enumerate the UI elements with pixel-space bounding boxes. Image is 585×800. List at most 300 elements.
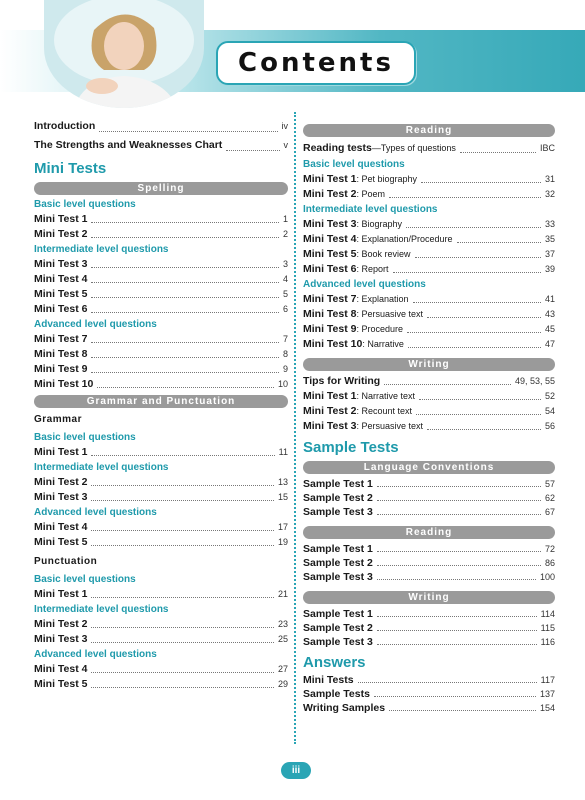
level-heading: Basic level questions — [34, 432, 136, 443]
toc-entry-title: Mini Test 1 — [303, 390, 357, 402]
entry-list — [34, 475, 288, 505]
toc-entry-label — [303, 307, 423, 322]
dot-leader — [91, 342, 279, 343]
toc-entry-label — [34, 475, 87, 490]
toc-entry-page: 45 — [544, 324, 555, 334]
level-heading: Advanced level questions — [34, 319, 157, 330]
toc-entry[interactable] — [34, 332, 288, 347]
toc-entry[interactable] — [303, 491, 555, 505]
toc-entry-page: 6 — [282, 304, 288, 314]
dot-leader — [91, 687, 274, 688]
dot-leader — [419, 399, 541, 400]
level-heading: Advanced level questions — [34, 649, 157, 660]
dot-leader — [389, 197, 541, 198]
toc-entry-title: Mini Test 5 — [34, 536, 88, 548]
toc-entry-page: 117 — [540, 675, 555, 685]
dot-leader — [91, 222, 279, 223]
toc-entry-label — [34, 272, 87, 287]
toc-entry[interactable] — [34, 302, 288, 317]
dot-leader — [408, 347, 541, 348]
intro-list — [34, 117, 288, 155]
toc-entry-label — [34, 362, 87, 377]
toc-entry[interactable] — [34, 490, 288, 505]
toc-entry-subtitle: : Narrative — [362, 339, 404, 349]
toc-entry[interactable] — [34, 347, 288, 362]
level-heading: Intermediate level questions — [34, 462, 169, 473]
toc-entry[interactable] — [303, 477, 555, 491]
toc-entry-title: Mini Test 2 — [34, 228, 88, 240]
toc-entry-title: Mini Test 4 — [34, 663, 88, 675]
dot-leader — [407, 332, 541, 333]
toc-entry[interactable] — [303, 673, 555, 687]
toc-entry-title: Mini Test 4 — [34, 521, 88, 533]
dot-leader — [99, 131, 277, 132]
entry-list — [303, 542, 555, 584]
dot-leader — [91, 312, 279, 313]
toc-entry-label — [303, 217, 402, 232]
toc-entry-page: 115 — [540, 623, 555, 633]
entry-list — [34, 520, 288, 550]
toc-entry-label — [303, 687, 370, 701]
level-heading: Basic level questions — [34, 574, 136, 585]
toc-entry-title: Mini Test 1 — [303, 173, 357, 185]
toc-entry[interactable] — [303, 262, 555, 277]
toc-entry-label — [303, 140, 456, 157]
toc-entry[interactable] — [34, 632, 288, 647]
toc-entry-title: Mini Test 4 — [303, 233, 357, 245]
sample-tests-heading: Sample Tests — [303, 439, 399, 456]
writing-bar: Writing — [303, 358, 555, 371]
toc-entry-page: 56 — [544, 421, 555, 431]
entry-list — [34, 212, 288, 242]
dot-leader — [226, 150, 279, 151]
toc-entry-page: 114 — [540, 609, 555, 619]
toc-entry-label — [34, 445, 87, 460]
toc-entry-label — [303, 621, 373, 635]
entry-list — [303, 172, 555, 202]
toc-entry-title: Sample Test 2 — [303, 492, 373, 504]
toc-entry-subtitle: : Biography — [356, 219, 403, 229]
toc-entry-page: 154 — [539, 703, 555, 713]
toc-entry-subtitle: : Explanation — [356, 294, 409, 304]
dot-leader — [406, 227, 541, 228]
entry-list — [34, 257, 288, 317]
dot-leader — [374, 696, 536, 697]
level-heading: Advanced level questions — [34, 507, 157, 518]
toc-entry-page: 29 — [277, 679, 288, 689]
dot-leader — [384, 384, 511, 385]
toc-entry[interactable] — [303, 322, 555, 337]
entry-list — [34, 332, 288, 392]
toc-entry-label — [303, 505, 373, 519]
toc-entry-title: Mini Test 10 — [303, 338, 363, 350]
punctuation-heading: Punctuation — [34, 556, 98, 567]
dot-leader — [91, 500, 274, 501]
dot-leader — [377, 551, 541, 552]
toc-entry-title: Mini Test 7 — [303, 293, 357, 305]
toc-entry[interactable] — [34, 617, 288, 632]
dot-leader — [358, 682, 537, 683]
toc-entry-label — [34, 287, 87, 302]
toc-entry-title: Mini Test 5 — [34, 288, 88, 300]
toc-entry-subtitle: : Pet biography — [356, 174, 418, 184]
toc-entry-title: Mini Test 3 — [303, 218, 357, 230]
toc-entry-page: 11 — [278, 447, 288, 457]
toc-entry-title: Mini Test 6 — [34, 303, 88, 315]
toc-entry-label — [303, 570, 373, 584]
dot-leader — [91, 357, 279, 358]
reading-tests-row — [303, 140, 555, 157]
toc-entry-subtitle: : Persuasive text — [356, 309, 424, 319]
toc-entry-label — [34, 117, 95, 136]
toc-entry[interactable] — [303, 187, 555, 202]
toc-entry-title: Mini Test 2 — [303, 405, 357, 417]
dot-leader — [377, 579, 536, 580]
toc-entry-subtitle: : Recount text — [356, 406, 413, 416]
toc-entry-label — [303, 247, 411, 262]
entry-list — [303, 477, 555, 519]
toc-entry[interactable] — [303, 247, 555, 262]
dot-leader — [413, 302, 541, 303]
toc-entry[interactable] — [303, 172, 555, 187]
toc-entry-title: Mini Test 2 — [34, 618, 88, 630]
toc-entry-label — [303, 262, 389, 277]
toc-entry-title: Sample Test 1 — [303, 608, 373, 620]
toc-entry-page: 100 — [539, 572, 555, 582]
toc-entry-label — [303, 374, 380, 389]
toc-entry[interactable] — [303, 556, 555, 570]
toc-entry-title: Mini Test 3 — [34, 258, 88, 270]
toc-entry[interactable] — [34, 475, 288, 490]
toc-entry[interactable] — [34, 287, 288, 302]
toc-entry-subtitle: : Narrative text — [356, 391, 416, 401]
toc-entry[interactable] — [303, 505, 555, 519]
toc-entry-page: 17 — [277, 522, 288, 532]
toc-entry-page: 19 — [277, 537, 288, 547]
toc-entry-label — [34, 302, 87, 317]
entry-list — [34, 662, 288, 692]
toc-entry-page: 9 — [282, 364, 288, 374]
dot-leader — [415, 257, 541, 258]
toc-entry-label — [34, 490, 87, 505]
toc-entry[interactable] — [34, 662, 288, 677]
toc-entry-label — [34, 535, 87, 550]
dot-leader — [91, 297, 279, 298]
toc-entry-label — [303, 635, 373, 649]
dot-leader — [389, 710, 536, 711]
toc-entry-title: Mini Test 3 — [303, 420, 357, 432]
toc-entry-title: Sample Tests — [303, 688, 370, 700]
sample-reading-bar: Reading — [303, 526, 555, 539]
toc-entry-subtitle: : Persuasive text — [356, 421, 424, 431]
dot-leader — [91, 372, 279, 373]
dot-leader — [91, 282, 279, 283]
toc-entry[interactable] — [34, 212, 288, 227]
dot-leader — [393, 272, 541, 273]
toc-entry-page: 7 — [282, 334, 288, 344]
toc-entry-title: Tips for Writing — [303, 375, 381, 387]
entry-list — [34, 445, 288, 460]
toc-entry-title: Mini Tests — [303, 674, 354, 686]
toc-entry-page: 47 — [544, 339, 555, 349]
toc-entry[interactable] — [34, 520, 288, 535]
toc-entry[interactable] — [303, 635, 555, 649]
toc-entry[interactable] — [303, 374, 555, 389]
toc-entry-title: The Strengths and Weaknesses Chart — [34, 139, 223, 151]
toc-entry-page: 5 — [282, 289, 288, 299]
left-column — [34, 117, 288, 692]
reading-bar: Reading — [303, 124, 555, 137]
toc-entry-page: 67 — [544, 507, 555, 517]
toc-entry[interactable] — [303, 404, 555, 419]
level-heading: Basic level questions — [34, 199, 136, 210]
toc-entry-title: Mini Test 1 — [34, 446, 88, 458]
toc-entry-subtitle: : Explanation/Procedure — [356, 234, 453, 244]
page-number: iii — [281, 762, 311, 779]
toc-entry-page: 27 — [277, 664, 288, 674]
toc-entry[interactable] — [34, 117, 288, 136]
dot-leader — [377, 514, 541, 515]
toc-entry[interactable] — [34, 377, 288, 392]
toc-entry-label — [34, 520, 87, 535]
toc-entry[interactable] — [34, 362, 288, 377]
dot-leader — [91, 597, 274, 598]
toc-entry[interactable] — [303, 292, 555, 307]
toc-entry-label — [34, 347, 87, 362]
toc-entry-label — [34, 257, 87, 272]
toc-entry-page: 35 — [544, 234, 555, 244]
dot-leader — [91, 455, 274, 456]
answers-heading: Answers — [303, 654, 366, 671]
dot-leader — [91, 485, 274, 486]
dot-leader — [377, 500, 541, 501]
dot-leader — [377, 565, 541, 566]
toc-entry[interactable] — [34, 535, 288, 550]
toc-entry-page: 62 — [544, 493, 555, 503]
mini-tests-heading: Mini Tests — [34, 160, 107, 177]
toc-entry-page: 41 — [544, 294, 555, 304]
right-column — [303, 124, 555, 715]
toc-entry-label — [303, 556, 373, 570]
toc-entry-label — [303, 322, 403, 337]
toc-entry-title: Introduction — [34, 120, 96, 132]
toc-entry-title: Mini Test 7 — [34, 333, 88, 345]
toc-entry-label — [303, 419, 423, 434]
toc-entry-page: 72 — [544, 544, 555, 554]
toc-entry-title: Writing Samples — [303, 702, 386, 714]
toc-entry-page: 39 — [544, 264, 555, 274]
toc-entry-page: 4 — [282, 274, 288, 284]
toc-entry-title: Sample Test 3 — [303, 506, 373, 518]
toc-entry-page: 31 — [544, 174, 555, 184]
toc-entry-subtitle: : Book review — [356, 249, 411, 259]
toc-entry-page: 57 — [544, 479, 555, 489]
toc-entry[interactable] — [303, 607, 555, 621]
dot-leader — [427, 317, 541, 318]
toc-entry[interactable] — [34, 677, 288, 692]
toc-entry-page: 54 — [544, 406, 555, 416]
dot-leader — [457, 242, 541, 243]
toc-entry-subtitle: —Types of questions — [371, 143, 456, 153]
dot-leader — [377, 486, 541, 487]
toc-entry-label — [34, 587, 87, 602]
dot-leader — [91, 672, 274, 673]
toc-entry-title: Sample Test 1 — [303, 478, 373, 490]
level-heading: Intermediate level questions — [34, 604, 169, 615]
toc-entry-title: Sample Test 2 — [303, 622, 373, 634]
toc-entry[interactable] — [303, 337, 555, 352]
toc-entry-label — [303, 232, 453, 247]
entry-list — [303, 292, 555, 352]
toc-entry-title: Sample Test 3 — [303, 636, 373, 648]
toc-entry[interactable] — [34, 272, 288, 287]
toc-entry-page: iv — [281, 121, 288, 131]
toc-entry[interactable] — [303, 307, 555, 322]
toc-entry[interactable] — [34, 227, 288, 242]
toc-entry-label — [34, 662, 87, 677]
toc-entry[interactable] — [303, 570, 555, 584]
toc-entry-subtitle: : Procedure — [356, 324, 404, 334]
toc-entry-title: Sample Test 1 — [303, 543, 373, 555]
toc-entry-page: 13 — [277, 477, 288, 487]
toc-entry-page: 1 — [282, 214, 288, 224]
toc-entry-page: 3 — [282, 259, 288, 269]
toc-entry-label — [303, 673, 354, 687]
toc-entry-page: 32 — [544, 189, 555, 199]
toc-entry-label — [303, 172, 417, 187]
entry-list — [34, 617, 288, 647]
toc-entry[interactable] — [303, 701, 555, 715]
entry-list — [303, 217, 555, 277]
toc-entry-label — [34, 677, 87, 692]
toc-entry-title: Mini Test 9 — [303, 323, 357, 335]
toc-entry-page: 43 — [544, 309, 555, 319]
toc-entry[interactable] — [303, 542, 555, 556]
entry-list — [303, 673, 555, 715]
toc-entry-title: Mini Test 10 — [34, 378, 94, 390]
page-title: Contents — [216, 41, 416, 85]
toc-entry-label — [34, 332, 87, 347]
toc-entry-label — [303, 404, 412, 419]
toc-entry-label — [34, 136, 222, 155]
entry-list — [303, 607, 555, 649]
toc-entry[interactable] — [303, 232, 555, 247]
toc-entry-page: 2 — [282, 229, 288, 239]
toc-entry-title: Sample Test 2 — [303, 557, 373, 569]
toc-entry[interactable] — [303, 217, 555, 232]
dot-leader — [377, 644, 537, 645]
dot-leader — [91, 530, 274, 531]
toc-entry-page: 25 — [277, 634, 288, 644]
toc-entry-title: Mini Test 2 — [303, 188, 357, 200]
toc-entry-label — [34, 632, 87, 647]
toc-entry-title: Mini Test 8 — [303, 308, 357, 320]
toc-entry-title: Mini Test 5 — [303, 248, 357, 260]
toc-entry-page: 86 — [544, 558, 555, 568]
toc-entry-title: Sample Test 3 — [303, 571, 373, 583]
dot-leader — [91, 642, 274, 643]
toc-entry-title: Reading tests — [303, 142, 372, 154]
column-divider — [294, 112, 296, 744]
toc-entry-title: Mini Test 1 — [34, 588, 88, 600]
dot-leader — [377, 630, 537, 631]
toc-entry-label — [34, 617, 87, 632]
dot-leader — [91, 267, 279, 268]
toc-entry-label — [303, 389, 415, 404]
toc-entry-page: 15 — [277, 492, 288, 502]
dot-leader — [97, 387, 274, 388]
spelling-bar: Spelling — [34, 182, 288, 195]
level-heading: Intermediate level questions — [303, 204, 438, 215]
toc-entry-page: IBC — [539, 143, 555, 153]
toc-entry-title: Mini Test 8 — [34, 348, 88, 360]
toc-entry[interactable] — [34, 445, 288, 460]
toc-entry-page: 49, 53, 55 — [514, 376, 555, 386]
toc-entry[interactable] — [303, 419, 555, 434]
toc-entry-label — [303, 542, 373, 556]
toc-entry-page: 8 — [282, 349, 288, 359]
toc-entry[interactable] — [34, 136, 288, 155]
toc-entry-label — [34, 227, 87, 242]
toc-entry-page: 21 — [277, 589, 288, 599]
toc-entry[interactable] — [303, 621, 555, 635]
toc-entry-label — [303, 337, 404, 352]
toc-entry-page: 10 — [277, 379, 288, 389]
toc-entry-page: 52 — [544, 391, 555, 401]
toc-entry[interactable] — [303, 389, 555, 404]
toc-entry-subtitle: : Report — [356, 264, 389, 274]
toc-entry-title: Mini Test 6 — [303, 263, 357, 275]
toc-entry-title: Mini Test 9 — [34, 363, 88, 375]
toc-entry-title: Mini Test 3 — [34, 491, 88, 503]
dot-leader — [460, 152, 536, 153]
toc-entry-title: Mini Test 2 — [34, 476, 88, 488]
toc-entry-label — [303, 701, 385, 715]
toc-entry[interactable] — [303, 140, 555, 157]
toc-entry-title: Mini Test 5 — [34, 678, 88, 690]
language-conventions-bar: Language Conventions — [303, 461, 555, 474]
toc-entry-subtitle: : Poem — [356, 189, 385, 199]
grammar-heading: Grammar — [34, 414, 82, 425]
level-heading: Advanced level questions — [303, 279, 426, 290]
level-heading: Intermediate level questions — [34, 244, 169, 255]
toc-entry[interactable] — [34, 587, 288, 602]
dot-leader — [91, 545, 274, 546]
dot-leader — [421, 182, 541, 183]
toc-entry-page: v — [283, 140, 288, 150]
toc-entry[interactable] — [303, 687, 555, 701]
toc-entry-label — [303, 607, 373, 621]
entry-list — [34, 587, 288, 602]
toc-entry[interactable] — [34, 257, 288, 272]
toc-entry-title: Mini Test 4 — [34, 273, 88, 285]
toc-entry-title: Mini Test 3 — [34, 633, 88, 645]
toc-entry-page: 23 — [277, 619, 288, 629]
dot-leader — [377, 616, 537, 617]
toc-entry-label — [303, 491, 373, 505]
dot-leader — [416, 414, 541, 415]
sample-writing-bar: Writing — [303, 591, 555, 604]
dot-leader — [91, 627, 274, 628]
toc-entry-page: 37 — [544, 249, 555, 259]
dot-leader — [91, 237, 279, 238]
dot-leader — [427, 429, 541, 430]
toc-entry-page: 116 — [540, 637, 555, 647]
toc-entry-label — [34, 377, 93, 392]
toc-entry-label — [303, 477, 373, 491]
toc-entry-title: Mini Test 1 — [34, 213, 88, 225]
toc-entry-page: 33 — [544, 219, 555, 229]
